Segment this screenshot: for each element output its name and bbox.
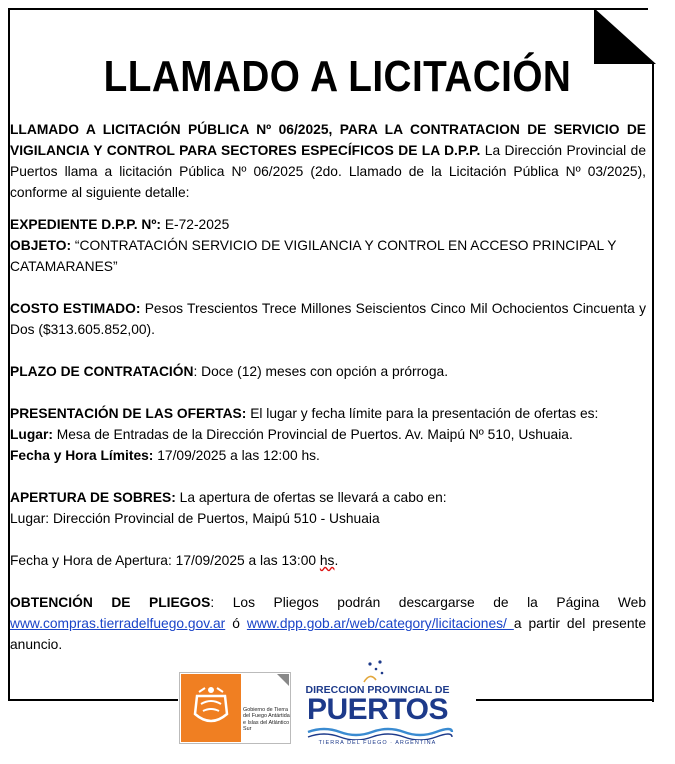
intro-text: La Dirección Provincial de Puertos llama a licitación Pública Nº 06/2025 (2do. Llamado de la Licitación Pública Nº 03/2025), conforme al siguiente detalle:	[10, 143, 646, 200]
apertura-fecha-line	[10, 550, 646, 571]
wave-icon	[300, 726, 455, 740]
apertura-value: La apertura de ofertas se llevará a cabo en:	[175, 490, 447, 505]
dpp-logo-line-3: TIERRA DEL FUEGO · ARGENTINA	[318, 740, 437, 746]
plazo-line	[10, 361, 646, 382]
dpp-licitaciones-link[interactable]: www.dpp.gob.ar/web/category/licitaciones/	[246, 616, 514, 631]
shield-icon	[181, 674, 241, 742]
compras-link[interactable]: www.compras.tierradelfuego.gov.ar	[10, 616, 226, 631]
pliegos-label: OBTENCIÓN DE PLIEGOS	[10, 595, 211, 610]
logo-corner-mark	[277, 674, 289, 686]
expediente-label: EXPEDIENTE D.P.P. Nº:	[10, 217, 161, 232]
pliegos-paragraph	[10, 592, 646, 655]
apertura-fecha-period: .	[334, 553, 339, 568]
pliegos-text-2: ó	[225, 616, 247, 631]
intro-paragraph	[10, 119, 646, 203]
dpp-logo-line-2: PUERTOS	[307, 693, 448, 726]
apertura-lugar-line: Lugar: Dirección Provincial de Puertos, Maipú 510 - Ushuaia	[10, 511, 380, 526]
costo-value: Pesos Trescientos Trece Millones Seiscientos Cinco Mil Ochocientos Cincuenta y Dos ($313.605.852,00).	[10, 301, 646, 337]
pliegos-text-3: a partir del presente anuncio.	[10, 616, 646, 652]
presentacion-label: PRESENTACIÓN DE LAS OFERTAS:	[10, 406, 247, 421]
lugar-label: Lugar:	[10, 427, 53, 442]
apertura-line	[10, 487, 646, 508]
fecha-limite-value: 17/09/2025 a las 12:00 hs.	[153, 448, 320, 463]
lugar-value: Mesa de Entradas de la Dirección Provincial de Puertos. Av. Maipú Nº 510, Ushuaia.	[52, 427, 573, 442]
objeto-value: “CONTRATACIÓN SERVICIO DE VIGILANCIA Y CONTROL EN ACCESO PRINCIPAL Y CATAMARANES”	[10, 238, 617, 274]
gobierno-tdf-logo	[179, 672, 291, 744]
pliegos-text-1: : Los Pliegos podrán descargarse de la Página Web	[210, 595, 647, 610]
expediente-line	[10, 214, 646, 235]
objeto-line	[10, 235, 646, 277]
notice-body	[10, 119, 646, 655]
frame-right-border	[652, 62, 654, 702]
plazo-value: : Doce (12) meses con opción a prórroga.	[193, 364, 449, 379]
gobierno-logo-text: Gobierno de Tierra del Fuego Antártida e Islas del Atlántico Sur	[243, 707, 290, 733]
dpp-logo-line-1: DIRECCION PROVINCIAL DE	[305, 684, 450, 696]
apertura-fecha-hs: hs	[319, 553, 335, 568]
presentacion-value: El lugar y fecha límite para la presentación de ofertas es:	[246, 406, 599, 421]
fecha-limite-label: Fecha y Hora Límites:	[10, 448, 154, 463]
intro-heading: LLAMADO A LICITACIÓN PÚBLICA Nº 06/2025, PARA LA CONTRATACION DE SERVICIO DE VIGILANCIA Y CONTROL PARA SECTORES ESPECÍFICOS DE LA D.P.P.	[10, 122, 646, 158]
costo-label: COSTO ESTIMADO:	[10, 301, 141, 316]
expediente-value: E-72-2025	[160, 217, 230, 232]
costo-line	[10, 298, 646, 340]
page-title: LLAMADO A LICITACIÓN	[103, 52, 572, 101]
presentacion-fecha-line	[10, 445, 646, 466]
objeto-label: OBJETO:	[10, 238, 72, 253]
plazo-label: PLAZO DE CONTRATACIÓN	[10, 364, 194, 379]
provincial-shield-badge	[181, 674, 241, 742]
dpp-logo	[300, 660, 455, 752]
frame-bottom-border-left	[8, 699, 178, 701]
stars-icon	[300, 660, 455, 686]
frame-bottom-border-right	[476, 699, 654, 701]
presentacion-lugar-line	[10, 424, 646, 445]
apertura-fecha-text: Fecha y Hora de Apertura: 17/09/2025 a las 13:00	[10, 553, 320, 568]
presentacion-line	[10, 403, 646, 424]
apertura-label: APERTURA DE SOBRES:	[10, 490, 176, 505]
